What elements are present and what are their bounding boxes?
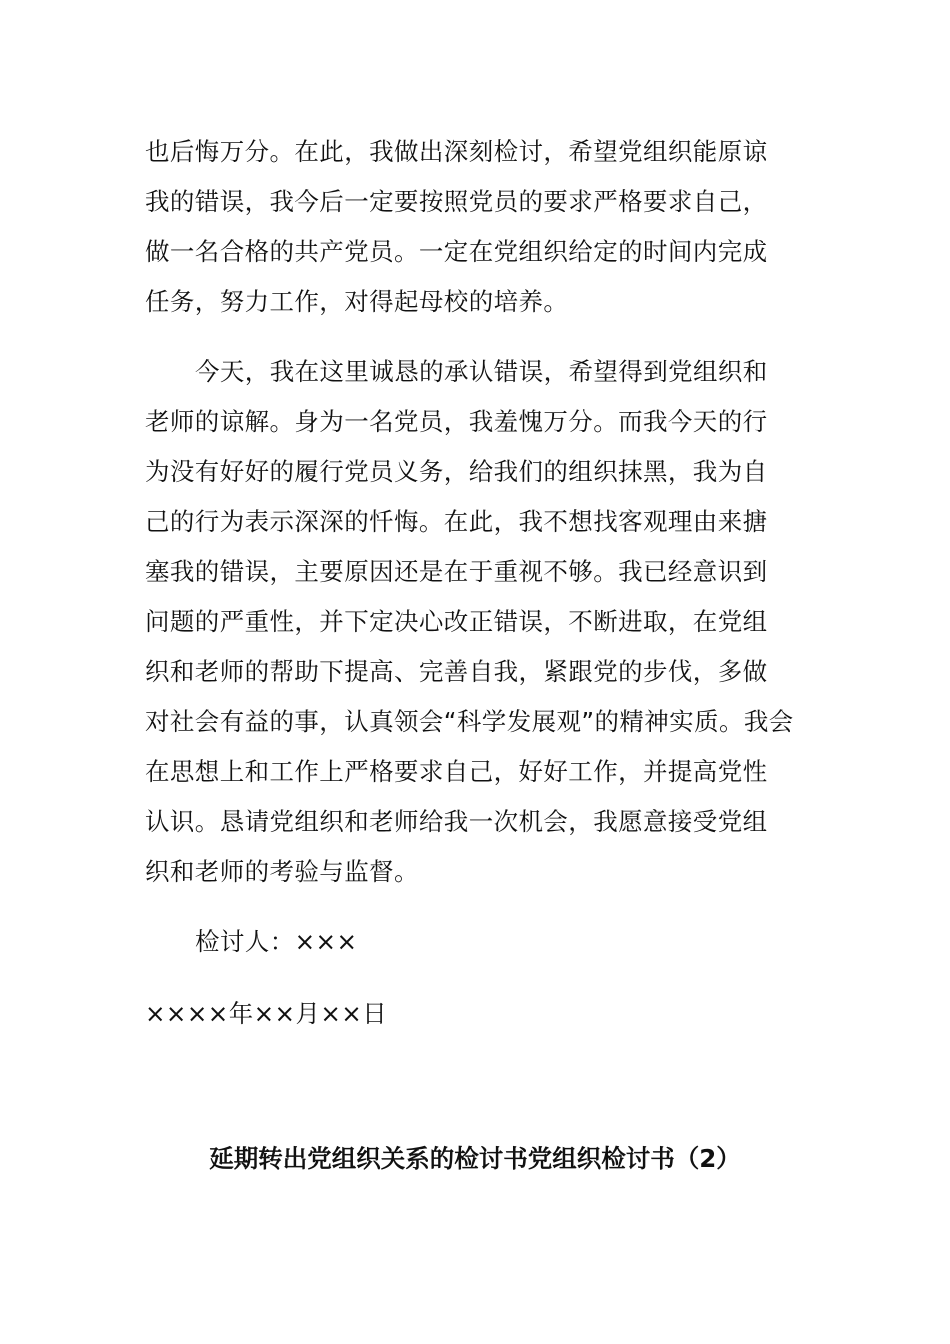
- paragraph-line: 老师的谅解。身为一名党员，我羞愧万分。而我今天的行: [145, 407, 768, 436]
- paragraph-line: 认识。恳请党组织和老师给我一次机会，我愿意接受党组: [145, 807, 768, 836]
- paragraph-line: 任务，努力工作，对得起母校的培养。: [145, 287, 569, 316]
- paragraph-line: 今天，我在这里诚恳的承认错误，希望得到党组织和: [195, 357, 768, 386]
- paragraph-line: 也后悔万分。在此，我做出深刻检讨，希望党组织能原谅: [145, 137, 768, 166]
- paragraph-line: 问题的严重性，并下定决心改正错误，不断进取，在党组: [145, 607, 768, 636]
- paragraph-line: 我的错误，我今后一定要按照党员的要求严格要求自己，: [145, 187, 768, 216]
- paragraph-line: 对社会有益的事，认真领会“科学发展观”的精神实质。我会: [145, 707, 794, 736]
- signature-author: 检讨人：×××: [195, 927, 358, 956]
- next-document-title: 延期转出党组织关系的检讨书党组织检讨书（2）: [209, 1144, 741, 1173]
- signature-date: ××××年××月××日: [145, 999, 388, 1028]
- paragraph-line: 为没有好好的履行党员义务，给我们的组织抹黑，我为自: [145, 457, 768, 486]
- paragraph-line: 织和老师的考验与监督。: [145, 857, 419, 886]
- paragraph-line: 做一名合格的共产党员。一定在党组织给定的时间内完成: [145, 237, 768, 266]
- paragraph-line: 在思想上和工作上严格要求自己，好好工作，并提高党性: [145, 757, 768, 786]
- paragraph-line: 塞我的错误，主要原因还是在于重视不够。我已经意识到: [145, 557, 768, 586]
- paragraph-line: 织和老师的帮助下提高、完善自我，紧跟党的步伐，多做: [145, 657, 768, 686]
- paragraph-line: 己的行为表示深深的忏悔。在此，我不想找客观理由来搪: [145, 507, 768, 536]
